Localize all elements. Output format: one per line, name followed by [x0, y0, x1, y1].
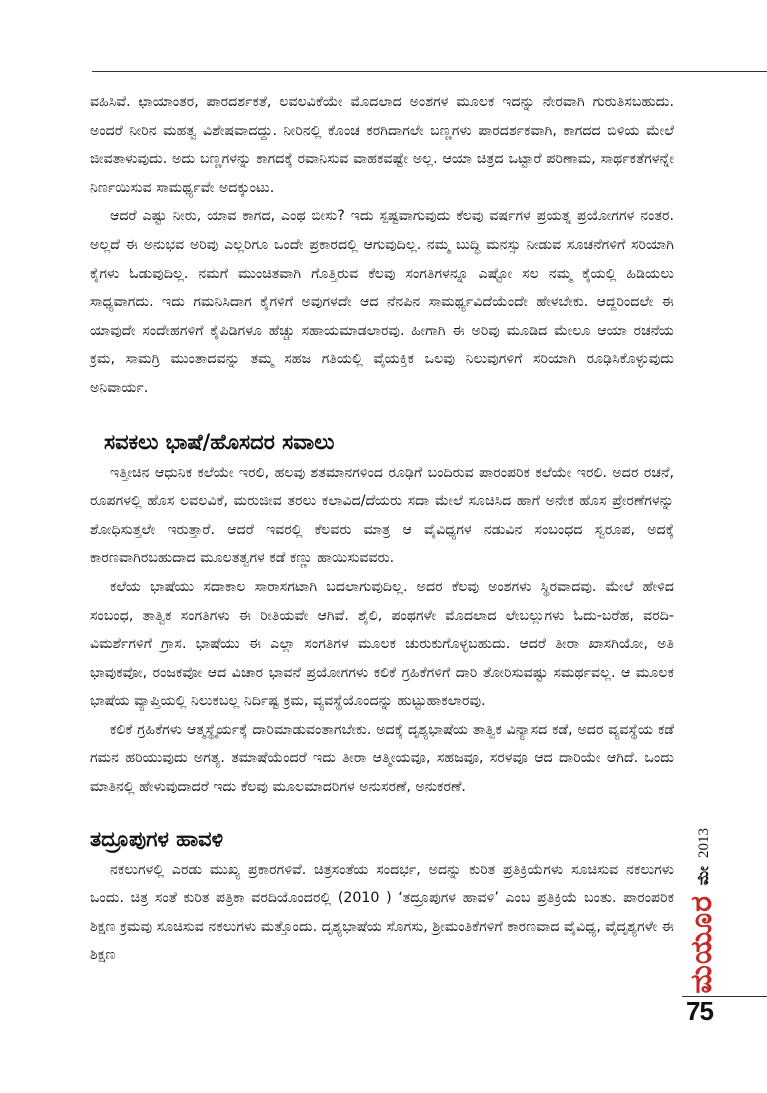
page-number: 75	[686, 996, 713, 1026]
paragraph: ನಕಲುಗಳಲ್ಲಿ ಎರಡು ಮುಖ್ಯ ಪ್ರಕಾರಗಳಿವೆ. ಚಿತ್ರಸಂತೆಯ ಸಂದರ್ಭ, ಅದನ್ನು ಕುರಿತ ಪ್ರತಿಕ್ರಿಯೆಗಳು ಸೂಚಿಸುವ ನಕಲುಗಳು ಒಂದು. ಚಿತ್ರ ಸಂತೆ ಕುರಿತ ಪತ್ರಿಕಾ ವರದಿಯೊಂದರಲ್ಲಿ (2010 ) ‘ತದ್ರೂಪುಗಳ ಹಾವಳಿ’ ಎಂಬ ಪ್ರತಿಕ್ರಿಯೆ ಬಂತು. ಪಾರಂಪರಿಕ ಶಿಕ್ಷಣ ಕ್ರಮವು ಸೂಚಿಸುವ ನಕಲುಗಳು ಮತ್ತೊಂದು. ದೃಶ್ಯಭಾಷೆಯ ಸೊಗಸು, ಶ್ರೀಮಂತಿಕೆಗಳಿಗೆ ಕಾರಣವಾದ ವೈವಿಧ್ಯ, ವೈದೃಶ್ಯಗಳೇ ಈ ಶಿಕ್ಷಣ	[90, 861, 674, 964]
paragraph: ಇತ್ತೀಚಿನ ಆಧುನಿಕ ಕಲೆಯೇ ಇರಲಿ, ಹಲವು ಶತಮಾನಗಳಿಂದ ರೂಢಿಗೆ ಬಂದಿರುವ ಪಾರಂಪರಿಕ ಕಲೆಯೇ ಇರಲಿ. ಅದರ ರಚನೆ, ರೂಪಗಳಲ್ಲಿ ಹೊಸ ಲವಲವಿಕೆ, ಮರುಜೀವ ತರಲು ಕಲಾವಿದ/ದೆಯರು ಸದಾ ಮೇಲೆ ಸೂಚಿಸಿದ ಹಾಗೆ ಅನೇಕ ಹೊಸ ಪ್ರೇರಣೆಗಳನ್ನು ಶೋಧಿಸುತ್ತಲೇ ಇರುತ್ತಾರೆ. ಆದರೆ ಇವರಲ್ಲಿ ಕೆಲವರು ಮಾತ್ರ ಆ ವೈವಿಧ್ಯಗಳ ನಡುವಿನ ಸಂಬಂಧದ ಸ್ವರೂಪ, ಅದಕ್ಕೆ ಕಾರಣವಾಗಿರಬಹುದಾದ ಮೂಲತತ್ವಗಳ ಕಡೆ ಕಣ್ಣು ಹಾಯಿಸುವವರು.	[90, 464, 674, 567]
section-heading: ಸವಕಲು ಭಾಷೆ/ಹೊಸದರ ಸವಾಲು	[104, 429, 335, 454]
issue-year: 2013	[696, 828, 712, 858]
paragraph: ವಹಿಸಿವೆ. ಛಾಯಾಂತರ, ಪಾರದರ್ಶಕತೆ, ಲವಲವಿಕೆಯೇ ಮೊದಲಾದ ಅಂಶಗಳ ಮೂಲಕ ಇದನ್ನು ನೇರವಾಗಿ ಗುರುತಿಸಬಹುದು. ಅಂದರೆ ನೀರಿನ ಮಹತ್ವ ವಿಶೇಷವಾದದ್ದು. ನೀರಿನಲ್ಲಿ ಕೊಂಚ ಕರಗಿದಾಗಲೇ ಬಣ್ಣಗಳು ಪಾರದರ್ಶಕವಾಗಿ, ಕಾಗದದ ಬಿಳಿಯ ಮೇಲೆ ಜೀವತಾಳುವುದು. ಅದು ಬಣ್ಣಗಳನ್ನು ಕಾಗದಕ್ಕೆ ರವಾನಿಸುವ ವಾಹಕವಷ್ಟೇ ಅಲ್ಲ. ಆಯಾ ಚಿತ್ರದ ಒಟ್ಟಾರೆ ಪರಿಣಾಮ, ಸಾರ್ಥಕತೆಗಳನ್ನೇ ನಿರ್ಣಯಿಸುವ ಸಾಮರ್ಥ್ಯವೇ ಅದಕ್ಕುಂಟು.	[90, 94, 674, 196]
paragraph: ಕಲಿಕೆ ಗ್ರಹಿಕೆಗಳು ಆತ್ಮಸ್ಥೈರ್ಯಕ್ಕೆ ದಾರಿಮಾಡುವಂತಾಗಬೇಕು. ಅದಕ್ಕೆ ದೃಶ್ಯಭಾಷೆಯ ತಾತ್ವಿಕ ವಿನ್ಯಾಸದ ಕಡೆ, ಅದರ ವ್ಯವಸ್ಥೆಯ ಕಡೆ ಗಮನ ಹರಿಯುವುದು ಅಗತ್ಯ. ತಮಾಷೆಯೆಂದರೆ ಇದು ತೀರಾ ಆತ್ಮೀಯವೂ, ಸಹಜವೂ, ಸರಳವೂ ಆದ ದಾರಿಯೇ ಆಗಿದೆ. ಒಂದು ಮಾತಿನಲ್ಲಿ ಹೇಳುವುದಾದರೆ ಇದು ಕೆಲವು ಮೂಲಮಾದರಿಗಳ ಅನುಸರಣೆ, ಅನುಕರಣೆ.	[90, 721, 674, 796]
paragraph: ಆದರೆ ಎಷ್ಟು ನೀರು, ಯಾವ ಕಾಗದ, ಎಂಥ ಬೀಸು? ಇದು ಸ್ಪಷ್ಟವಾಗುವುದು ಕೆಲವು ವರ್ಷಗಳ ಪ್ರಯತ್ನ ಪ್ರಯೋಗಗಳ ನಂತರ. ಅಲ್ಲದೆ ಈ ಅನುಭವ ಅರಿವು ಎಲ್ಲರಿಗೂ ಒಂದೇ ಪ್ರಕಾರದಲ್ಲಿ ಆಗುವುದಿಲ್ಲ. ನಮ್ಮ ಬುದ್ಧಿ ಮನಸ್ಸು ನೀಡುವ ಸೂಚನೆಗಳಿಗೆ ಸರಿಯಾಗಿ ಕೈಗಳು ಓಡುವುದಿಲ್ಲ. ನಮಗೆ ಮುಂಚಿತವಾಗಿ ಗೊತ್ತಿರುವ ಕೆಲವು ಸಂಗತಿಗಳನ್ನೂ ಎಷ್ಟೋ ಸಲ ನಮ್ಮ ಕೈಯಲ್ಲಿ ಹಿಡಿಯಲು ಸಾಧ್ಯವಾಗದು. ಇದು ಗಮನಿಸಿದಾಗ ಕೈಗಳಿಗೆ ಅವುಗಳದೇ ಆದ ನೆನಪಿನ ಸಾಮರ್ಥ್ಯವಿದೆಯೆಂದೇ ಹೇಳಬೇಕು. ಆದ್ದರಿಂದಲೇ ಈ ಯಾವುದೇ ಸಂದೇಹಗಳಿಗೆ ಕೈಪಿಡಿಗಳೂ ಹೆಚ್ಚು ಸಹಾಯಮಾಡಲಾರವು. ಹೀಗಾಗಿ ಈ ಅರಿವು ಮೂಡಿದ ಮೇಲೂ ಆಯಾ ರಚನೆಯ ಕ್ರಮ, ಸಾಮಗ್ರಿ ಮುಂತಾದವನ್ನು ತಮ್ಮ ಸಹಜ ಗತಿಯಲ್ಲಿ ವೈಯಕ್ತಿಕ ಒಲವು ನಿಲುವುಗಳಿಗೆ ಸರಿಯಾಗಿ ರೂಢಿಸಿಕೊಳ್ಳುವುದು ಅನಿವಾರ್ಯ.	[90, 208, 674, 396]
magazine-logo	[683, 894, 719, 994]
section-heading: ತದ್ರೂಪುಗಳ ಹಾವಳಿ	[90, 826, 224, 851]
article-body	[90, 88, 674, 970]
top-rule	[92, 71, 767, 72]
issue-month: ಮೇ	[694, 866, 712, 886]
paragraph: ಕಲೆಯ ಭಾಷೆಯು ಸದಾಕಾಲ ಸಾರಾಸಗಟಾಗಿ ಬದಲಾಗುವುದಿಲ್ಲ. ಅದರ ಕೆಲವು ಅಂಶಗಳು ಸ್ಥಿರವಾದವು. ಮೇಲೆ ಹೇಳಿದ ಸಂಬಂಧ, ತಾತ್ವಿಕ ಸಂಗತಿಗಳು ಈ ರೀತಿಯವೇ ಆಗಿವೆ. ಶೈಲಿ, ಪಂಥಗಳೇ ಮೊದಲಾದ ಲೇಬಲ್ಲುಗಳು ಓದು-ಬರೆಹ, ವರದಿ-ವಿಮರ್ಶೆಗಳಿಗೆ ಗ್ರಾಸ. ಭಾಷೆಯು ಈ ಎಲ್ಲಾ ಸಂಗತಿಗಳ ಮೂಲಕ ಚುರುಕುಗೊಳ್ಳಬಹುದು. ಆದರೆ ತೀರಾ ಖಾಸಗಿಯೋ, ಅತಿ ಭಾವುಕವೋ, ರಂಜಕವೋ ಆದ ವಿಚಾರ ಭಾವನೆ ಪ್ರಯೋಗಗಳು ಕಲಿಕೆ ಗ್ರಹಿಕೆಗಳಿಗೆ ದಾರಿ ತೋರಿಸುವಷ್ಟು ಸಮರ್ಥವಲ್ಲ. ಆ ಮೂಲಕ ಭಾಷೆಯ ವ್ಯಾಪ್ತಿಯಲ್ಲಿ ನಿಲುಕಬಲ್ಲ ನಿರ್ದಿಷ್ಟ ಕ್ರಮ, ವ್ಯವಸ್ಥೆಯೊಂದನ್ನು ಹುಟ್ಟುಹಾಕಲಾರವು.	[90, 578, 674, 710]
magazine-name: ಮಯೂರ	[683, 894, 719, 994]
